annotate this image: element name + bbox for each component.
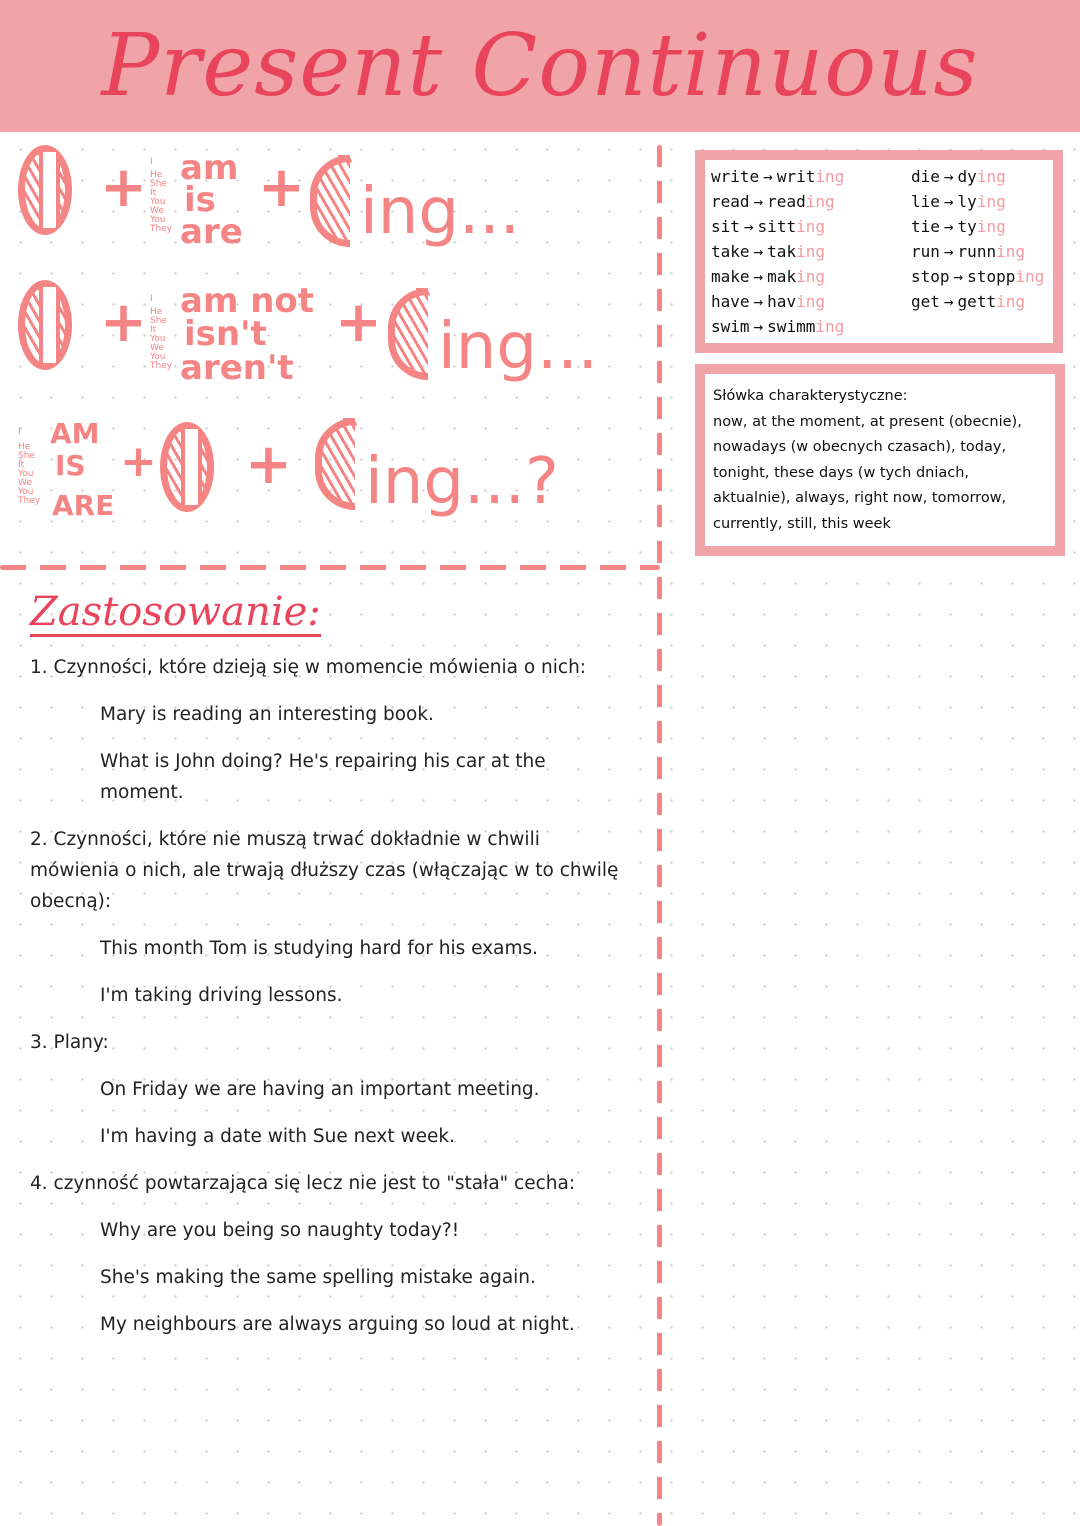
verb-stem: dy — [957, 167, 977, 186]
usage-heading-3: 3. Plany: — [30, 1032, 109, 1053]
verb-stem: swimm — [767, 317, 816, 336]
usage-example: Why are you being so naughty today?! — [100, 1220, 460, 1241]
verb-stem: tak — [767, 242, 797, 261]
base-verb: tie — [911, 217, 940, 236]
spelling-rule — [911, 289, 1044, 314]
spelling-rule — [711, 214, 901, 239]
arrow-icon: → — [753, 192, 764, 211]
ing-suffix: ing — [976, 167, 1006, 186]
arrow-icon: → — [943, 167, 954, 186]
pronoun-list: I He She It You We You They — [150, 294, 173, 371]
ing-suffix: ing — [1015, 267, 1045, 286]
verb-are: are — [180, 212, 243, 252]
base-verb: die — [911, 167, 940, 186]
base-verb: make — [711, 267, 750, 286]
spelling-rule — [711, 189, 901, 214]
verb-stem: writ — [776, 167, 816, 186]
ing-suffix: ing — [815, 317, 845, 336]
verb-are: ARE — [52, 489, 115, 522]
plus-sign: + — [120, 436, 157, 487]
arrow-icon: → — [763, 167, 773, 186]
subject-icon — [18, 145, 72, 235]
ing-suffix: ing — [796, 217, 825, 236]
ing-ending: ing... — [438, 310, 598, 384]
ing-suffix: ing — [796, 292, 825, 311]
usage-example: She's making the same spelling mistake again. — [100, 1267, 536, 1288]
subject-icon — [18, 280, 72, 370]
usage-example: On Friday we are having an important meeting. — [100, 1079, 540, 1100]
usage-title: Zastosowanie: — [30, 589, 321, 635]
verb-stem: ty — [957, 217, 977, 236]
spelling-column-left — [711, 164, 901, 339]
ing-ending: ing...? — [365, 445, 559, 519]
arrow-icon: → — [753, 292, 764, 311]
plus-sign: + — [258, 155, 305, 220]
base-verb: run — [911, 242, 940, 261]
spelling-rule — [911, 239, 1044, 264]
plus-sign: + — [335, 290, 382, 355]
spelling-rule — [711, 164, 901, 189]
usage-example: I'm having a date with Sue next week. — [100, 1126, 455, 1147]
verb-stem: runn — [957, 242, 997, 261]
verb-stem: hav — [767, 292, 797, 311]
horizontal-divider — [0, 565, 660, 570]
base-verb: write — [711, 167, 760, 186]
base-verb: have — [711, 292, 750, 311]
verb-stem: read — [767, 192, 806, 211]
ing-suffix: ing — [815, 167, 845, 186]
arrow-icon: → — [943, 192, 954, 211]
spelling-rule — [911, 264, 1044, 289]
arrow-icon: → — [953, 267, 964, 286]
usage-heading-4: 4. czynność powtarzająca się lecz nie jest to "stała" cecha: — [30, 1173, 576, 1194]
verb-icon — [388, 288, 428, 380]
verb-is: IS — [55, 449, 86, 482]
spelling-rule — [711, 314, 901, 339]
ing-suffix: ing — [976, 192, 1006, 211]
usage-example: My neighbours are always arguing so loud at night. — [100, 1314, 575, 1335]
arrow-icon: → — [943, 292, 954, 311]
arrow-icon: → — [943, 217, 954, 236]
ing-suffix: ing — [996, 292, 1025, 311]
usage-example: Mary is reading an interesting book. — [100, 704, 434, 725]
verb-stem: gett — [957, 292, 997, 311]
spelling-rules-box — [695, 150, 1063, 353]
base-verb: get — [911, 292, 940, 311]
pronoun-list: I He She It You We You They — [150, 157, 173, 234]
arrow-icon: → — [943, 242, 954, 261]
base-verb: read — [711, 192, 750, 211]
base-verb: swim — [711, 317, 750, 336]
verb-arent: aren't — [180, 348, 294, 388]
ing-suffix: ing — [796, 242, 825, 261]
arrow-icon: → — [753, 317, 764, 336]
usage-heading-1: 1. Czynności, które dzieją się w momencie mówienia o nich: — [30, 657, 587, 678]
arrow-icon: → — [753, 242, 764, 261]
verb-stem: mak — [767, 267, 797, 286]
plus-sign: + — [100, 155, 147, 220]
page-title: Present Continuous — [101, 16, 979, 116]
spelling-rule — [711, 264, 901, 289]
base-verb: stop — [911, 267, 950, 286]
vertical-divider — [657, 145, 662, 1526]
spelling-rule — [911, 214, 1044, 239]
spelling-rule — [711, 289, 901, 314]
pronoun-list: I He She It You We You They — [18, 427, 41, 506]
ing-suffix: ing — [796, 267, 825, 286]
arrow-icon: → — [743, 217, 754, 236]
base-verb: sit — [711, 217, 740, 236]
usage-heading-2: 2. Czynności, które nie muszą trwać dokładnie w chwili mówienia o nich, ale trwają dłuższy czas (włączając w to chwilę obecną): — [30, 829, 619, 912]
ing-suffix: ing — [996, 242, 1025, 261]
base-verb: lie — [911, 192, 940, 211]
base-verb: take — [711, 242, 750, 261]
arrow-icon: → — [753, 267, 764, 286]
spelling-rule — [911, 189, 1044, 214]
ing-ending: ing... — [360, 175, 520, 249]
verb-isnt: isn't — [184, 314, 267, 354]
spelling-rule — [911, 164, 1044, 189]
vocabulary-title: Słówka charakterystyczne: — [713, 388, 908, 404]
usage-example: This month Tom is studying hard for his exams. — [100, 938, 538, 959]
verb-am-not: am not — [180, 281, 315, 321]
spelling-column-right — [911, 164, 1044, 339]
verb-stem: stopp — [967, 267, 1016, 286]
verb-icon — [315, 418, 355, 510]
ing-suffix: ing — [976, 217, 1006, 236]
vocabulary-text: now, at the moment, at present (obecnie), nowadays (w obecnych czasach), today, tonight, these days (w tych dniach, aktualnie), always, right now, tomorrow, currently, still, this week — [713, 413, 1022, 532]
vocabulary-box — [695, 364, 1065, 556]
usage-example: What is John doing? He's repairing his car at the moment. — [100, 751, 546, 803]
plus-sign: + — [245, 432, 292, 497]
spelling-rule — [711, 239, 901, 264]
ing-suffix: ing — [805, 192, 835, 211]
verb-stem: ly — [957, 192, 977, 211]
verb-is: is — [184, 180, 216, 220]
plus-sign: + — [100, 290, 147, 355]
subject-icon — [160, 422, 214, 512]
usage-example: I'm taking driving lessons. — [100, 985, 343, 1006]
verb-stem: sitt — [757, 217, 797, 236]
verb-icon — [310, 155, 350, 247]
verb-am: AM — [50, 417, 100, 450]
verb-am: am — [180, 148, 239, 188]
